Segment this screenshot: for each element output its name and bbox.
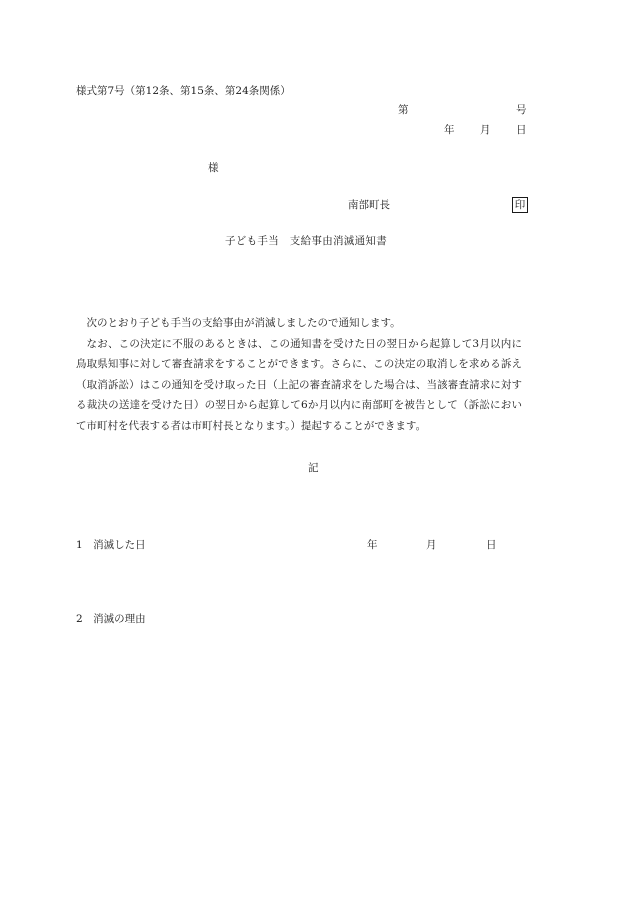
doc-number-suffix: 号 <box>516 104 527 116</box>
issue-date-month-label: 月 <box>480 124 491 136</box>
item-extinguished-day-label: 日 <box>486 539 497 551</box>
issue-date-year-label: 年 <box>444 124 455 136</box>
issuer-name: 南部町長 <box>348 199 390 211</box>
body-paragraph-appeal: なお、この決定に不服のあるときは、この通知書を受けた日の翌日から起算して3月以内に鳥取県知事に対して審査請求をすることができます。さらに、この決定の取消しを求める訴え（取消訴訟）はこの通知を受け取った日（上記の審査請求をした場合は、当該審査請求に対する裁決の送達を受けた日）の翌日から起算して6か月以内に南部町を被告として（訴訟において市町村を代表する者は市町村長となります。）提起することができます。 <box>76 337 522 432</box>
ki-heading: 記 <box>308 462 319 474</box>
issue-date-day-label: 日 <box>516 124 527 136</box>
body-paragraph-notice: 次のとおり子ども手当の支給事由が消滅しましたので通知します。 <box>86 317 401 329</box>
body-text <box>76 313 522 436</box>
item-extinguished-date-label: 1 消滅した日 <box>76 539 146 551</box>
item-extinguished-year-label: 年 <box>367 539 378 551</box>
form-number: 様式第7号（第12条、第15条、第24条関係） <box>76 85 291 97</box>
recipient-honorific: 様 <box>208 162 219 174</box>
item-extinguished-reason-label: 2 消滅の理由 <box>76 613 146 625</box>
item-extinguished-month-label: 月 <box>426 539 437 551</box>
document-title: 子ども手当 支給事由消滅通知書 <box>225 235 387 247</box>
seal-icon: 印 <box>512 197 528 213</box>
doc-number-prefix: 第 <box>398 104 409 116</box>
